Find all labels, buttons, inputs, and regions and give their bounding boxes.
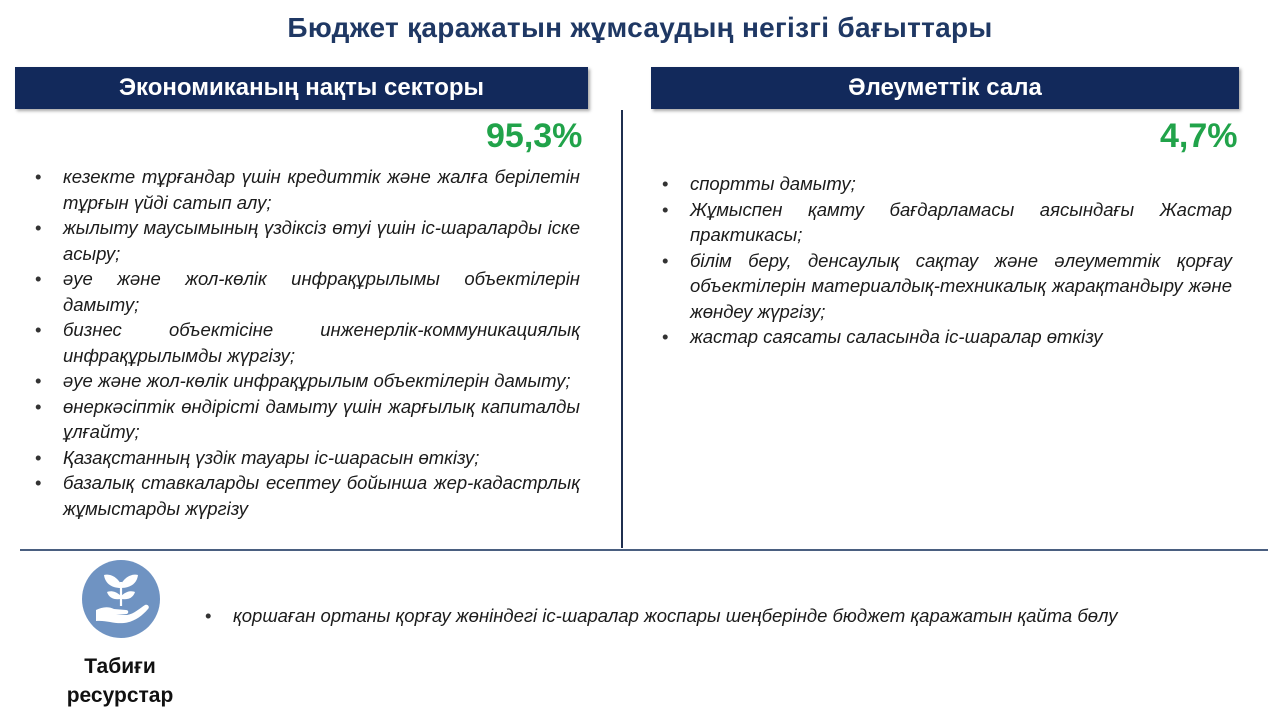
list-item: • білім беру, денсаулық сақтау және әлеуметтік қорғау объектілерін материалдық-техникалық жарақтандыру және жөндеу жүргізу; <box>662 248 1232 325</box>
header-social-sphere: Әлеуметтік сала <box>651 67 1239 109</box>
natural-resources-label-line2: ресурстар <box>66 684 174 707</box>
list-item: • кезекте тұрғандар үшін кредиттік және жалға берілетін тұрғын үйді сатып алу; <box>35 164 580 215</box>
list-item: • өнеркәсіптік өндірісті дамыту үшін жарғылық капиталды ұлғайту; <box>35 394 580 445</box>
social-sphere-list <box>662 171 1232 350</box>
list-item: • әуе және жол-көлік инфрақұрылымы объектілерін дамыту; <box>35 266 580 317</box>
list-item: • базалық ставкаларды есептеу бойынша жер-кадастрлық жұмыстарды жүргізу <box>35 470 580 521</box>
list-item: • Жұмыспен қамту бағдарламасы аясындағы Жастар практикасы; <box>662 197 1232 248</box>
list-item: • бизнес объектісіне инженерлік-коммуникациялық инфрақұрылымды жүргізу; <box>35 317 580 368</box>
percent-real-economy: 95,3% <box>486 117 583 155</box>
hand-plant-icon <box>82 560 160 638</box>
natural-resources-list <box>205 603 1230 629</box>
horizontal-divider <box>20 549 1268 551</box>
list-item: • спортты дамыту; <box>662 171 1232 197</box>
natural-resources-label-line1: Табиғи <box>84 655 156 678</box>
list-item: • жылыту маусымының үздіксіз өтуі үшін іс-шараларды іске асыру; <box>35 215 580 266</box>
real-economy-list <box>35 164 580 521</box>
list-item: • жастар саясаты саласында іс-шаралар өткізу <box>662 324 1232 350</box>
list-item: • Қазақстанның үздік тауары іс-шарасын өткізу; <box>35 445 580 471</box>
page-title: Бюджет қаражатын жұмсаудың негізгі бағыттары <box>287 12 993 43</box>
vertical-divider <box>621 110 623 548</box>
list-item: • әуе және жол-көлік инфрақұрылым объектілерін дамыту; <box>35 368 580 394</box>
list-item: • қоршаған ортаны қорғау жөніндегі іс-шаралар жоспары шеңберінде бюджет қаражатын қайта бөлу <box>205 603 1230 629</box>
percent-social-sphere: 4,7% <box>1160 117 1238 155</box>
header-real-economy: Экономиканың нақты секторы <box>15 67 588 109</box>
natural-resources-label <box>40 652 200 710</box>
